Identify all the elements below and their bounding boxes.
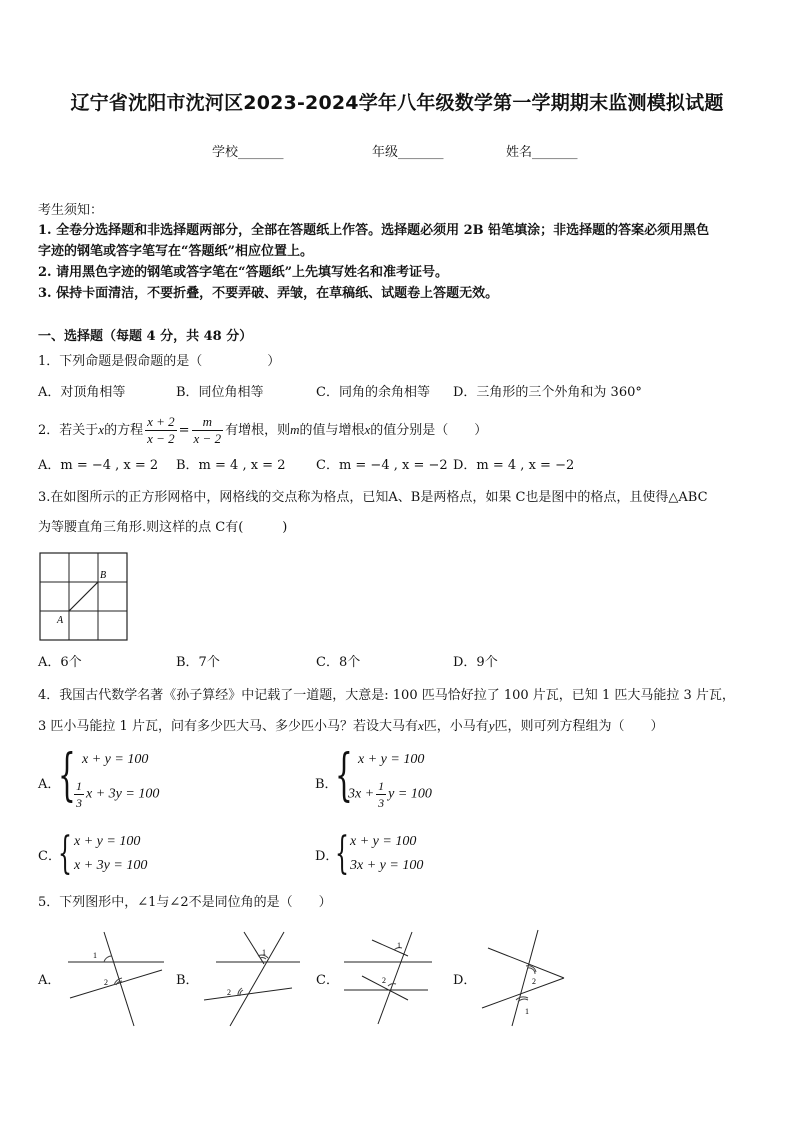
q4-b-eq2-pre: 3x + xyxy=(348,786,375,802)
angle-mark xyxy=(104,956,112,962)
q5-figure-d xyxy=(478,928,582,1028)
q4-c-eq2: x + 3y = 100 xyxy=(74,858,148,873)
q4-d-eq1: x + y = 100 xyxy=(350,834,417,849)
q2-text-3: 有增根，则 xyxy=(225,423,291,438)
q4-line-2 xyxy=(38,716,664,737)
line xyxy=(230,932,284,1026)
q2-fraction-right xyxy=(192,414,224,447)
q5-option-a: A． xyxy=(38,973,61,988)
q1-option-b: B．同位角相等 xyxy=(176,385,264,400)
q4-d-brace: { xyxy=(335,828,349,879)
section-heading: 一、选择题（每题 4 分，共 48 分） xyxy=(38,329,253,344)
q5-figure-c xyxy=(340,928,444,1028)
q2-text-2: 的方程 xyxy=(104,423,144,438)
line xyxy=(372,940,408,956)
q4-option-c-label: C． xyxy=(38,849,61,864)
q2-option-a: A．m = −4 , x = 2 xyxy=(38,458,159,473)
angle-2-label: 2 xyxy=(104,978,108,987)
line xyxy=(244,932,264,964)
point-a-label: A xyxy=(57,615,64,626)
q4-b-brace: { xyxy=(335,743,353,808)
line xyxy=(482,978,564,1008)
q2-option-b: B．m = 4 , x = 2 xyxy=(176,458,286,473)
q4-c-eq1: x + y = 100 xyxy=(74,834,141,849)
q1-stem: 1．下列命题是假命题的是（ ） xyxy=(38,354,281,369)
q5-figure-a xyxy=(64,928,168,1028)
q2-frac1-num: x + 2 xyxy=(147,414,175,429)
page-title: 辽宁省沈阳市沈河区2023-2024学年八年级数学第一学期期末监测模拟试题 xyxy=(70,92,724,114)
notice-line-1b: 字迹的钢笔或答字笔写在“答题纸”相应位置上。 xyxy=(38,244,313,259)
q2-frac1-den: x − 2 xyxy=(147,431,175,446)
q4-a-brace: { xyxy=(58,743,76,808)
q4-d-eq2: 3x + y = 100 xyxy=(350,858,424,873)
q2-text-4: 的值与增根 xyxy=(299,423,365,438)
q3-line-2: 为等腰直角三角形.则这样的点 C有( ) xyxy=(38,520,288,535)
angle-2-label: 2 xyxy=(227,988,231,997)
q4-option-b-label: B． xyxy=(315,777,338,792)
q4-a-eq2-rest: x + 3y = 100 xyxy=(86,786,160,802)
q2-var-m: m xyxy=(290,422,300,437)
q2-frac2-num: m xyxy=(192,414,224,431)
q4-b-frac-den: 3 xyxy=(378,796,385,810)
q4-a-eq1: x + y = 100 xyxy=(82,752,149,767)
q4-var-x: x xyxy=(417,718,424,733)
q2-option-d: D．m = 4 , x = −2 xyxy=(453,458,575,473)
q5-stem: 5．下列图形中，∠1与∠2不是同位角的是（ ） xyxy=(38,895,332,910)
q4-a-frac-num: 1 xyxy=(76,779,82,793)
q3-option-c: C．8个 xyxy=(316,655,361,670)
q2-var-x2: x xyxy=(364,422,371,437)
point-b-label: B xyxy=(100,570,107,581)
q1-option-c: C．同角的余角相等 xyxy=(316,385,430,400)
q2-stem xyxy=(38,412,487,449)
q3-option-b: B．7个 xyxy=(176,655,220,670)
q2-equals: = xyxy=(178,423,190,438)
q1-option-d: D．三角形的三个外角和为 360° xyxy=(453,385,642,400)
q4-line-1: 4．我国古代数学名著《孙子算经》中记载了一道题，大意是: 100 匹马恰好拉了 100 片瓦，已知 1 匹大马能拉 3 片瓦， xyxy=(38,688,735,703)
q4-text-c: 匹，则可列方程组为（ ） xyxy=(494,719,664,734)
q3-option-d: D．9个 xyxy=(453,655,498,670)
q4-c-brace: { xyxy=(58,828,72,879)
q2-option-c: C．m = −4 , x = −2 xyxy=(316,458,448,473)
q2-var-x: x xyxy=(98,422,105,437)
angle-1-label: 1 xyxy=(397,941,401,950)
notice-line-3: 3. 保持卡面清洁，不要折叠，不要弄破、弄皱，在草稿纸、试题卷上答题无效。 xyxy=(38,286,499,301)
q5-option-b: B． xyxy=(176,973,199,988)
name-field: 姓名_______ xyxy=(506,145,578,160)
q4-option-d-label: D． xyxy=(315,849,339,864)
school-field: 学校_______ xyxy=(212,145,284,160)
q4-b-eq2-rest: y = 100 xyxy=(388,786,432,802)
angle-1-label: 1 xyxy=(525,1007,529,1016)
q4-b-eq2 xyxy=(348,778,432,811)
q3-line-1: 3.在如图所示的正方形网格中，网格线的交点称为格点，已知A、B是两格点，如果 C也是图中的格点，且使得△ABC xyxy=(38,490,708,505)
angle-1-label: 1 xyxy=(93,951,97,960)
segment-ab xyxy=(69,582,98,611)
q5-figure-b xyxy=(200,928,304,1028)
q4-text-b: 匹，小马有 xyxy=(423,719,489,734)
q2-text-1: 2．若关于 xyxy=(38,423,99,438)
notice-heading: 考生须知： xyxy=(38,203,104,218)
notice-line-2: 2. 请用黑色字迹的钢笔或答字笔在“答题纸”上先填写姓名和准考证号。 xyxy=(38,265,449,280)
angle-2-label: 2 xyxy=(532,977,536,986)
q2-text-5: 的值分别是（ ） xyxy=(370,423,488,438)
q4-option-a-label: A． xyxy=(38,777,61,792)
q2-fraction-left xyxy=(145,414,177,447)
q4-a-frac-den: 3 xyxy=(76,796,82,810)
q4-b-eq1: x + y = 100 xyxy=(358,752,425,767)
q2-frac2-den: x − 2 xyxy=(193,431,222,446)
q3-grid-figure xyxy=(38,551,130,643)
q5-option-c: C． xyxy=(316,973,339,988)
q4-text-a: 3 匹小马能拉 1 片瓦，问有多少匹大马、多少匹小马？若设大马有 xyxy=(38,719,418,734)
q4-b-frac-num: 1 xyxy=(378,779,385,793)
q5-option-d: D． xyxy=(453,973,477,988)
q4-a-eq2 xyxy=(72,778,159,811)
q3-option-a: A．6个 xyxy=(38,655,82,670)
angle-1-label: 1 xyxy=(262,948,266,957)
q1-option-a: A．对顶角相等 xyxy=(38,385,126,400)
grade-field: 年级_______ xyxy=(372,145,444,160)
angle-2-label: 2 xyxy=(382,976,386,985)
notice-line-1: 1. 全卷分选择题和非选择题两部分，全部在答题纸上作答。选择题必须用 2B 铅笔填涂；非选择题的答案必须用黑色 xyxy=(38,223,710,238)
q4-var-y: y xyxy=(488,718,495,733)
